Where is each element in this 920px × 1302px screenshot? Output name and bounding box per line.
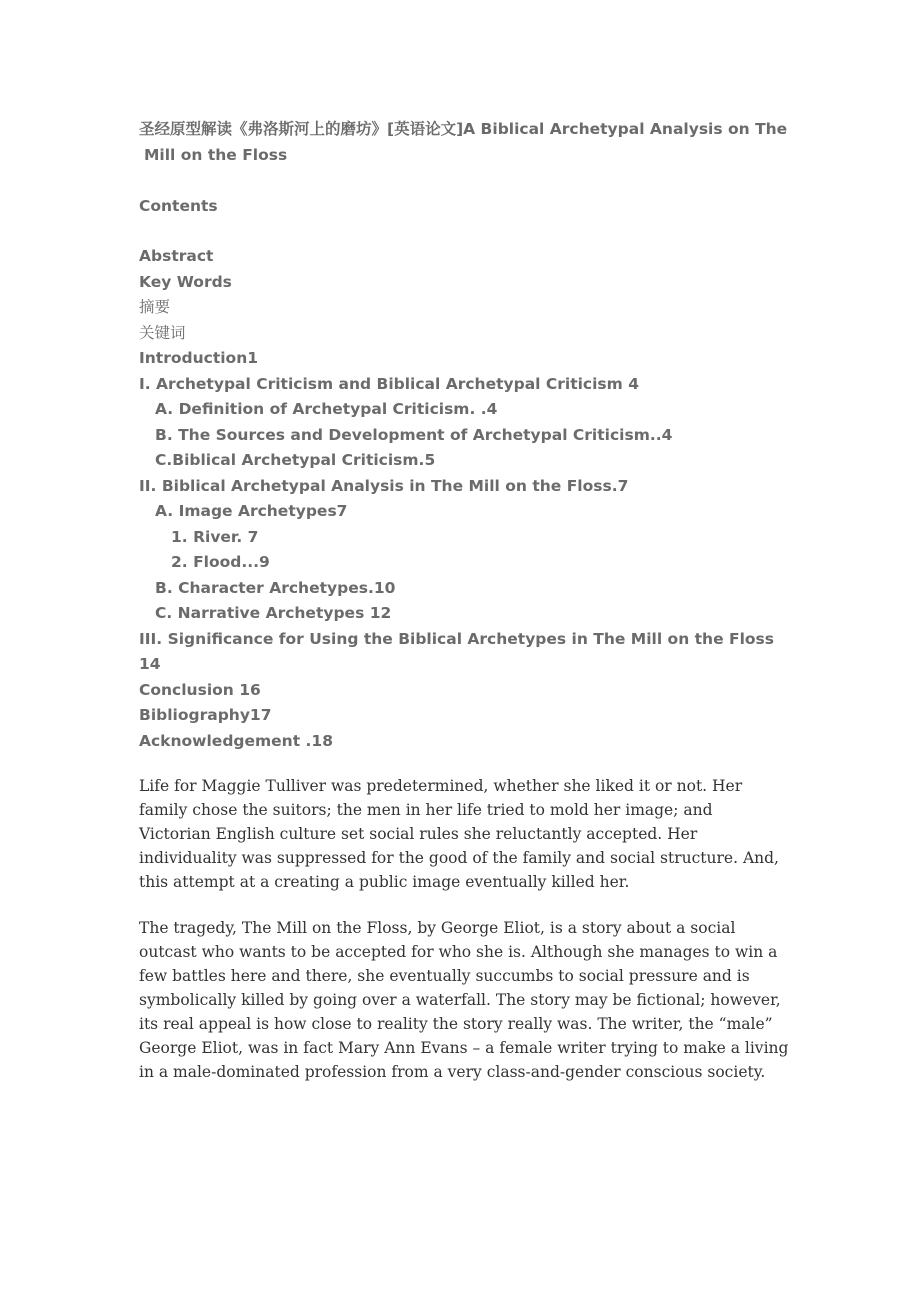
toc-item-bibliography: Bibliography17 bbox=[139, 706, 272, 724]
toc-item-section-2a-1: 1. River. 7 bbox=[171, 527, 259, 546]
toc-item-section-3: III. Significance for Using the Biblical Archetypes in The Mill on the Floss 14 bbox=[139, 629, 774, 673]
toc-item-acknowledgement: Acknowledgement .18 bbox=[139, 731, 333, 750]
toc-item-section-2a-2: 2. Flood...9 bbox=[171, 553, 270, 571]
document-title bbox=[139, 116, 789, 168]
toc-item-section-1b: B. The Sources and Development of Archetypal Criticism..4 bbox=[155, 425, 673, 444]
toc-item-abstract: Abstract bbox=[139, 247, 214, 265]
toc-item-section-1a: A. Definition of Archetypal Criticism. .4 bbox=[155, 400, 498, 418]
toc-item-section-2a: A. Image Archetypes7 bbox=[155, 502, 348, 520]
toc-item-abstract-cn: 摘要 bbox=[139, 298, 171, 316]
toc-item-section-1: I. Archetypal Criticism and Biblical Archetypal Criticism 4 bbox=[139, 374, 639, 393]
contents-heading: Contents bbox=[139, 197, 218, 215]
body-paragraph-2: The tragedy, The Mill on the Floss, by George Eliot, is a story about a social outcast who wants to be accepted for who she is. Although she manages to win a few battles here and there, she eventually succumbs to social pressure and is symbolically killed by going over a waterfall. The story may be fictional; however, its real appeal is how close to reality the story really was. The writer, the “male” George Eliot, was in fact Mary Ann Evans – a female writer trying to make a living in a male-dominated profession from a very class-and-gender conscious society. bbox=[139, 919, 789, 1081]
toc-item-key-words-cn: 关键词 bbox=[139, 323, 186, 342]
body-paragraph-1: Life for Maggie Tulliver was predetermined, whether she liked it or not. Her family chose the suitors; the men in her life tried to mold her image; and Victorian English culture set social rules she reluctantly accepted. Her individuality was suppressed for the good of the family and social structure. And, this attempt at a creating a public image eventually killed her. bbox=[139, 777, 779, 891]
document-page bbox=[139, 116, 789, 1084]
table-of-contents bbox=[139, 244, 789, 754]
toc-item-conclusion: Conclusion 16 bbox=[139, 680, 261, 699]
toc-item-key-words: Key Words bbox=[139, 272, 232, 291]
toc-item-section-2b: B. Character Archetypes.10 bbox=[155, 578, 396, 597]
toc-item-introduction: Introduction1 bbox=[139, 349, 259, 367]
toc-item-section-2: II. Biblical Archetypal Analysis in The Mill on the Floss.7 bbox=[139, 476, 629, 495]
toc-item-section-2c: C. Narrative Archetypes 12 bbox=[155, 604, 392, 622]
title-line-2: Mill on the Floss bbox=[144, 146, 288, 164]
toc-item-section-1c: C.Biblical Archetypal Criticism.5 bbox=[155, 451, 436, 469]
title-line-1: 圣经原型解读《弗洛斯河上的磨坊》[英语论文]A Biblical Archetypal Analysis on The bbox=[139, 120, 788, 138]
